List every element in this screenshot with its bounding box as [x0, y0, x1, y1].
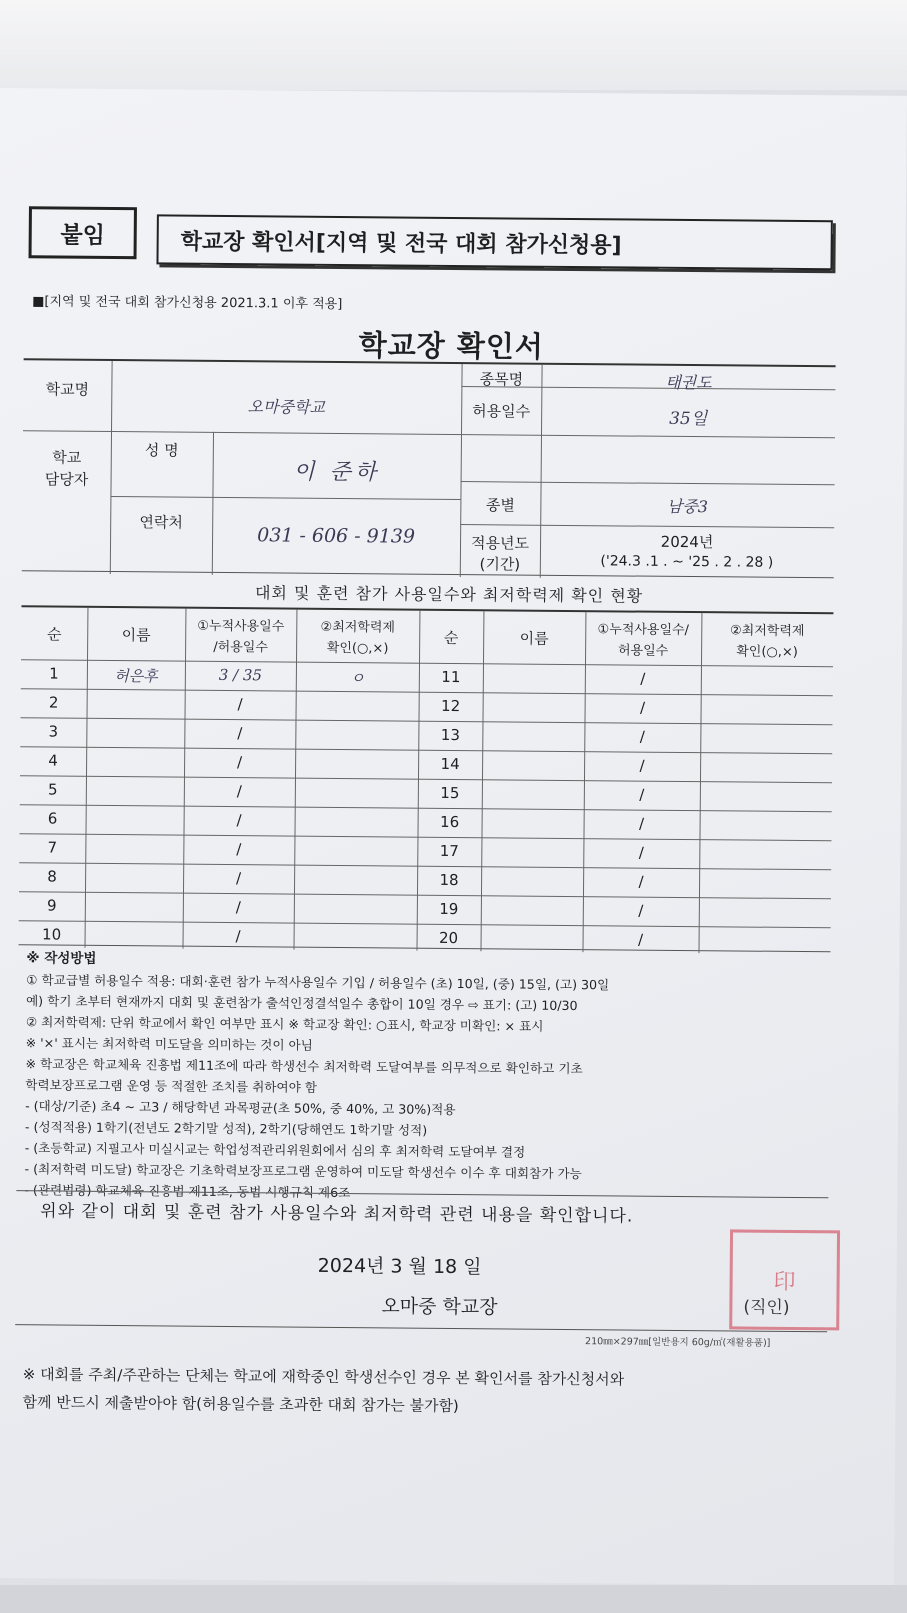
principal-signature: 오마중 학교장 — [381, 1295, 498, 1319]
school-label: 학교명 — [45, 380, 90, 399]
header-days-1: ①누적사용일수 — [197, 618, 285, 635]
method-line: - (대상/기준) 초4 ~ 고3 / 해당학년 과목평균(초 50%, 중 40%, 고 30%)적용 — [25, 1098, 456, 1118]
grid-line — [21, 688, 833, 696]
contact-label: 연락처 — [139, 513, 184, 532]
header-no-right: 순 — [443, 628, 459, 648]
photo-background — [0, 1585, 907, 1613]
row-days: / — [235, 898, 241, 917]
header-days-2: /허용일수 — [213, 639, 269, 656]
row-days: / — [237, 753, 243, 772]
row-no-right: 13 — [440, 725, 460, 745]
row-no-right: 16 — [439, 812, 460, 832]
row-days-right: / — [638, 901, 644, 920]
header-days-right-1: ①누적사용일수/ — [597, 622, 690, 639]
year-value: 2024년 — [660, 532, 714, 552]
banner-title — [156, 214, 832, 270]
year-label-2: (기간) — [479, 555, 521, 574]
confirm-statement: 위와 같이 대회 및 훈련 참가 사용일수와 최저학력 관련 내용을 확인합니다. — [40, 1201, 634, 1227]
header-grade-2: 확인(○,×) — [326, 640, 389, 657]
gender-value: 남중3 — [666, 496, 709, 517]
row-no-right: 12 — [440, 696, 461, 716]
grid-line — [19, 891, 831, 899]
header-no: 순 — [46, 625, 62, 644]
grid-line — [20, 746, 832, 754]
row-no-right: 14 — [440, 754, 460, 774]
method-line: - (관련법령) 학교체육 진흥법 제11조, 동법 시행규칙 제6조 — [24, 1182, 351, 1201]
footer-line: ※ 대회를 주최/주관하는 단체는 학교에 재학중인 학생선수인 경우 본 확인서를 참가신청서와 — [22, 1365, 625, 1389]
row-days: / — [237, 724, 243, 743]
method-line: ※ 학교장은 학교체육 진흥법 제11조에 따라 학생선수 최저학력 도달여부를 의무적으로 확인하고 기초 — [25, 1056, 583, 1077]
method-title: ※ 작성방법 — [26, 950, 97, 967]
days-value: 35일 — [669, 408, 708, 430]
row-days-right: / — [639, 727, 645, 746]
divider — [15, 1324, 827, 1332]
row-no: 7 — [47, 838, 58, 857]
row-days: / — [237, 695, 243, 714]
row-days: 3 / 35 — [218, 665, 263, 685]
method-line: 예) 학기 초부터 현재까지 대회 및 훈련참가 출석인정결석일수 총합이 10일 경우 ⇨ 표기: (고) 10/30 — [25, 993, 578, 1014]
year-label-1: 적용년도 — [470, 534, 530, 553]
row-no: 6 — [47, 809, 58, 828]
row-days: / — [235, 927, 241, 946]
period-value: ('24.3 .1 . ~ '25 . 2 . 28 ) — [600, 553, 774, 571]
row-grade: ㅇ — [350, 669, 365, 688]
row-days: / — [236, 840, 242, 859]
row-no: 9 — [47, 896, 57, 915]
grid-line — [19, 862, 831, 870]
info-line — [110, 496, 460, 500]
row-days-right: / — [638, 872, 644, 891]
stamp-label: (직인) — [743, 1297, 790, 1318]
attach-label: 붙임 — [29, 206, 137, 259]
school-value: 오마중학교 — [247, 397, 325, 417]
method-line: 학력보장프로그램 운영 등 적절한 조치를 취하여야 함 — [25, 1077, 318, 1095]
info-line — [461, 481, 835, 485]
header-name-right: 이름 — [519, 629, 549, 648]
footer-line: 함께 반드시 제출받아야 함(허용일수를 초과한 대회 참가는 불가함) — [22, 1393, 459, 1416]
row-days: / — [236, 811, 242, 830]
method-line: ※ '×' 표시는 최저학력 미도달을 의미하는 것이 아님 — [25, 1035, 313, 1053]
page-title: 학교장 확인서 — [358, 328, 545, 364]
method-notes — [24, 948, 856, 1207]
grid-line — [19, 833, 831, 841]
row-no: 2 — [48, 693, 59, 712]
row-no-right: 11 — [441, 667, 461, 687]
header-grade-1: ②최저학력제 — [320, 619, 396, 636]
row-no: 10 — [41, 925, 62, 944]
row-no-right: 18 — [439, 870, 459, 890]
row-days-right: / — [640, 698, 646, 717]
seal-mark: 印 — [773, 1269, 796, 1295]
header-grade-right-2: 확인(○,×) — [736, 644, 798, 660]
method-line: - (성적적용) 1학기(전년도 2학기말 성적), 2학기(당해연도 1학기말 성적) — [24, 1119, 428, 1138]
method-line: - (최저학력 미도달) 학교장은 기초학력보장프로그램 운영하여 미도달 학생선수 이수 후 대회참가 가능 — [24, 1161, 582, 1182]
grid-line — [19, 920, 831, 928]
manager-label-2: 담당자 — [44, 470, 89, 489]
method-line: ② 최저학력제: 단위 학교에서 확인 여부만 표시 ※ 학교장 확인: ○표시, 학교장 미확인: × 표시 — [25, 1014, 544, 1034]
header-grade-right-1: ②최저학력제 — [729, 623, 805, 640]
days-label: 허용일수 — [472, 402, 531, 421]
info-line — [23, 430, 835, 438]
row-no: 3 — [48, 722, 59, 741]
row-no-right: 20 — [438, 928, 459, 948]
row-days: / — [236, 869, 242, 888]
info-line — [460, 524, 834, 528]
banner-title-text: 학교장 확인서[지역 및 전국 대회 참가신청용] — [180, 229, 622, 258]
row-days-right: / — [639, 756, 645, 775]
usage-table — [19, 605, 834, 952]
row-no: 8 — [47, 867, 57, 886]
info-table — [22, 358, 836, 578]
manager-label-1: 학교 — [52, 448, 82, 467]
row-days-right: / — [640, 669, 646, 688]
sign-date: 2024년 3 월 18 일 — [317, 1254, 482, 1279]
row-name: 허은후 — [114, 667, 158, 686]
gender-label: 종별 — [485, 496, 515, 515]
header-name: 이름 — [121, 626, 151, 645]
row-no-right: 19 — [439, 899, 459, 919]
grid-line — [21, 717, 833, 725]
row-days-right: / — [638, 814, 645, 833]
sport-value: 태권도 — [665, 372, 712, 393]
row-days-right: / — [639, 785, 645, 804]
paper-spec: 210㎜×297㎜[일반용지 60g/㎡(재활용품)] — [585, 1336, 771, 1349]
applicability-note: ■[지역 및 전국 대회 참가신청용 2021.3.1 이후 적용] — [32, 294, 343, 312]
method-line: ① 학교급별 허용일수 적용: 대회·훈련 참가 누적사용일수 기입 / 허용일수 (초) 10일, (중) 15일, (고) 30일 — [26, 972, 610, 993]
row-no-right: 15 — [440, 783, 460, 803]
header-days-right-2: 허용일수 — [617, 643, 669, 659]
row-days-right: / — [638, 843, 644, 862]
photo-background — [0, 0, 907, 90]
document-paper — [0, 88, 907, 1586]
row-days: / — [236, 782, 242, 801]
row-no: 1 — [49, 664, 59, 683]
name-label: 성 명 — [144, 441, 179, 460]
row-no-right: 17 — [439, 841, 459, 861]
sport-label: 종목명 — [479, 370, 524, 389]
grid-line — [20, 804, 832, 812]
row-no: 5 — [48, 780, 58, 799]
method-line: - (초등학교) 지필고사 미실시교는 학업성적관리위원회에서 심의 후 최저학력 도달여부 결정 — [24, 1140, 526, 1160]
row-no: 4 — [48, 751, 58, 770]
name-value: 이 준하 — [293, 459, 381, 486]
footer-note — [22, 1360, 852, 1423]
row-days-right: / — [637, 930, 644, 949]
contact-value: 031 - 606 - 9139 — [257, 524, 416, 548]
grid-line — [20, 775, 832, 783]
section-title: 대회 및 훈련 참가 사용일수와 최저학력제 확인 현황 — [254, 583, 644, 606]
